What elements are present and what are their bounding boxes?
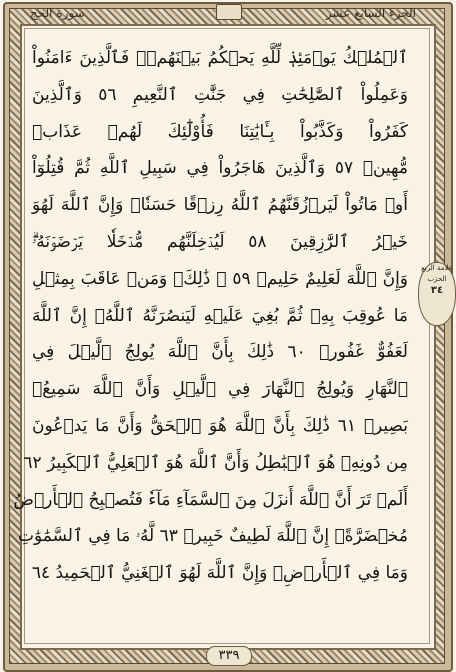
text-line: ٱلنَّهَارِ وَيُولِجُ ٱلنَّهَارَ فِي ٱلَّيۡلِ وَأَنَّ ٱللَّهَ سَمِيعُۢ [32, 379, 408, 400]
text-line: كَفَرُواْ وَكَذَّبُواْ بِـَٔايَٰتِنَا فَأُوْلَٰٓئِكَ لَهُمۡ عَذَابٞ [32, 121, 408, 142]
hizb-quarter-marker [418, 262, 456, 326]
text-line: وَإِنَّ ٱللَّهَ لَعَلِيمٌ حَلِيمٞ ٥٩ ۞ ذَٰلِكَۖ وَمَنۡ عَاقَبَ بِمِثۡلِ [32, 268, 409, 289]
text-line: أَلَمۡ تَرَ أَنَّ ٱللَّهَ أَنزَلَ مِنَ ٱلسَّمَآءِ مَآءٗ فَتُصۡبِحُ ٱلۡأَرۡضُ [13, 489, 408, 510]
text-line: خَيۡرُ ٱلرَّٰزِقِينَ ٥٨ لَيُدۡخِلَنَّهُم مُّدۡخَلٗا يَرۡضَوۡنَهُۥۗ [32, 231, 408, 252]
marker-number: ٣٤ [430, 285, 444, 296]
text-line: بَصِيرٞ ٦١ ذَٰلِكَ بِأَنَّ ٱللَّهَ هُوَ ٱلۡحَقُّ وَأَنَّ مَا يَدۡعُونَ [32, 415, 409, 436]
marker-label: علامة الربع [421, 264, 453, 272]
surah-title: سورة الحج [30, 6, 85, 20]
text-line: وَمَا فِي ٱلۡأَرۡضِۚ وَإِنَّ ٱللَّهَ لَهُوَ ٱلۡغَنِيُّ ٱلۡحَمِيدُ ٦٤ [31, 563, 408, 584]
header-ornament-icon [216, 4, 242, 20]
text-line: أَوۡ مَاتُواْ لَيَرۡزُقَنَّهُمُ ٱللَّهُ رِزۡقًا حَسَنٗاۚ وَإِنَّ ٱللَّهَ لَهُوَ [32, 195, 408, 216]
marker-hizb-label: الحزب [427, 275, 447, 283]
text-line: مُخۡضَرَّةًۚ إِنَّ ٱللَّهَ لَطِيفٌ خَبِيرٞ ٦٣ لَّهُۥ مَا فِي ٱلسَّمَٰوَٰتِ [17, 526, 408, 547]
text-line: وَعَمِلُواْ ٱلصَّٰلِحَٰتِ فِي جَنَّٰتِ ٱلنَّعِيمِ ٥٦ وَٱلَّذِينَ [32, 84, 408, 105]
text-line: ٱلۡمُلۡكُ يَوۡمَئِذٖ لِّلَّهِ يَحۡكُمُ بَيۡنَهُمۡۚ فَٱلَّذِينَ ءَامَنُواْ [32, 48, 408, 68]
text-line: مُّهِينٞ ٥٧ وَٱلَّذِينَ هَاجَرُواْ فِي سَبِيلِ ٱللَّهِ ثُمَّ قُتِلُوٓاْ [32, 158, 408, 179]
quran-text [13, 40, 409, 628]
page-number: ٣٣٩ [206, 646, 252, 666]
text-line: لَعَفُوٌّ غَفُورٞ ٦٠ ذَٰلِكَ بِأَنَّ ٱللَّهَ يُولِجُ ٱلَّيۡلَ فِي [32, 342, 408, 363]
text-line: مِن دُونِهِۦ هُوَ ٱلۡبَٰطِلُ وَأَنَّ ٱللَّهَ هُوَ ٱلۡعَلِيُّ ٱلۡكَبِيرُ ٦٢ [23, 452, 408, 473]
text-line: مَا عُوقِبَ بِهِۦ ثُمَّ بُغِيَ عَلَيۡهِ لَيَنصُرَنَّهُ ٱللَّهُۚ إِنَّ ٱللَّهَ [32, 305, 408, 326]
juz-title: الجزء السابع عشر [325, 6, 416, 20]
